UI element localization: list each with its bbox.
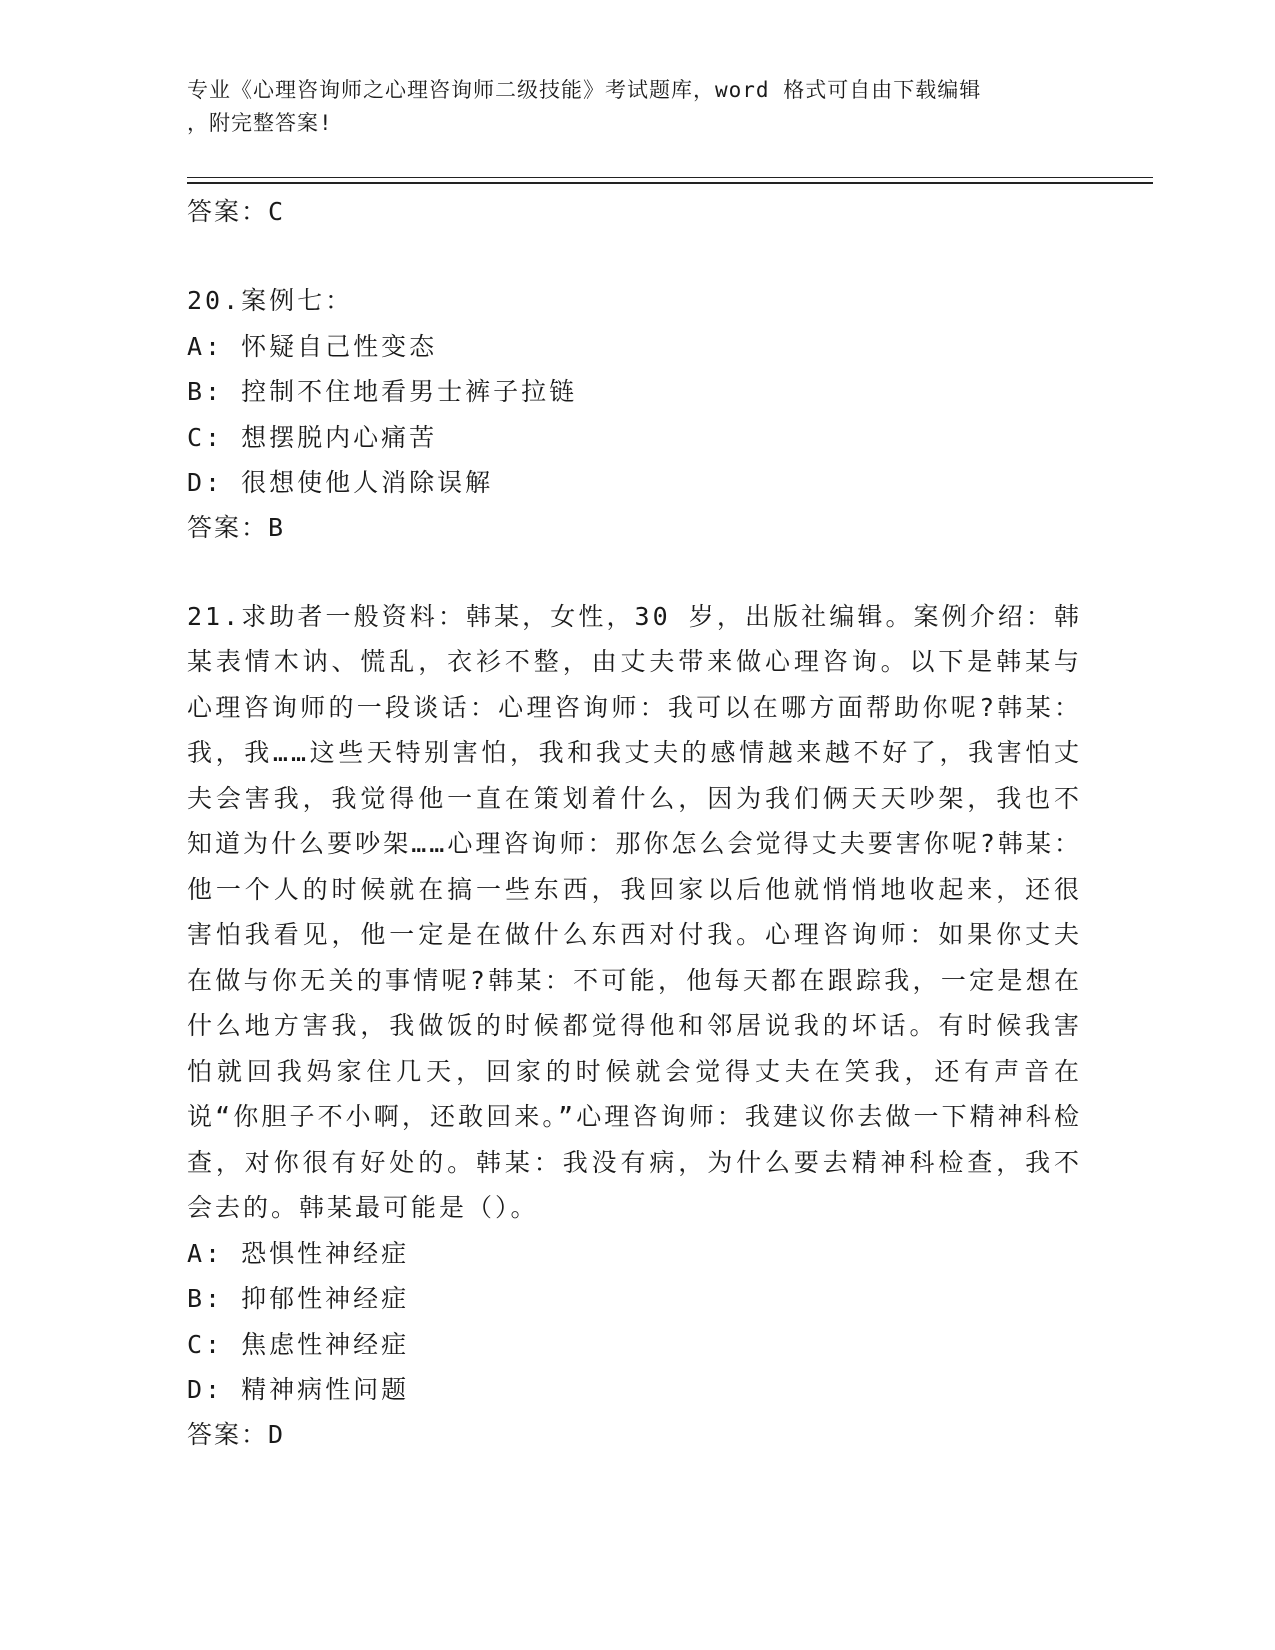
question-20-option-c: C: 想摆脱内心痛苦 bbox=[187, 422, 438, 452]
question-20-answer: 答案：B bbox=[187, 512, 286, 542]
spacer bbox=[187, 234, 1087, 278]
header-line-2: ，附完整答案! bbox=[187, 111, 333, 135]
answer-previous-question: 答案：C bbox=[187, 197, 286, 226]
question-21-option-d: D: 精神病性问题 bbox=[187, 1375, 410, 1404]
question-21 bbox=[187, 594, 1087, 1457]
document-header bbox=[187, 74, 1087, 140]
question-21-answer: 答案：D bbox=[187, 1419, 286, 1449]
question-20-option-d: D: 很想使他人消除误解 bbox=[187, 468, 494, 497]
question-21-option-c: C: 焦虑性神经症 bbox=[187, 1329, 410, 1359]
question-20 bbox=[187, 278, 1087, 550]
question-21-text: 21.求助者一般资料：韩某，女性，30 岁，出版社编辑。案例介绍：韩某表情木讷、慌乱，衣衫不整，由丈夫带来做心理咨询。以下是韩某与心理咨询师的一段谈话：心理咨询师：我可以在哪方面帮助你呢?韩某：我，我……这些天特别害怕，我和我丈夫的感情越来越不好了，我害怕丈夫会害我，我觉得他一直在策划着什么，因为我们俩天天吵架，我也不知道为什么要吵架……心理咨询师：那你怎么会觉得丈夫要害你呢?韩某：他一个人的时候就在搞一些东西，我回家以后他就悄悄地收起来，还很害怕我看见，他一定是在做什么东西对付我。心理咨询师：如果你丈夫在做与你无关的事情呢?韩某：不可能，他每天都在跟踪我，一定是想在什么地方害我，我做饭的时候都觉得他和邻居说我的坏话。有时候我害怕就回我妈家住几天，回家的时候就会觉得丈夫在笑我，还有声音在说“你胆子不小啊，还敢回来。”心理咨询师：我建议你去做一下精神科检查，对你很有好处的。韩某：我没有病，为什么要去精神科检查，我不会去的。韩某最可能是（）。 bbox=[187, 601, 1082, 1222]
document-body bbox=[187, 190, 1087, 1457]
header-divider-thin bbox=[187, 177, 1153, 178]
header-divider-thick bbox=[187, 182, 1153, 184]
spacer bbox=[187, 550, 1087, 594]
question-20-title: 20.案例七： bbox=[187, 286, 354, 315]
question-21-option-b: B: 抑郁性神经症 bbox=[187, 1284, 410, 1313]
header-line-1: 专业《心理咨询师之心理咨询师二级技能》考试题库，word 格式可自由下载编辑 bbox=[187, 78, 982, 102]
question-21-option-a: A: 恐惧性神经症 bbox=[187, 1238, 410, 1268]
question-20-option-a: A: 怀疑自己性变态 bbox=[187, 331, 438, 361]
question-20-option-b: B: 控制不住地看男士裤子拉链 bbox=[187, 377, 578, 406]
